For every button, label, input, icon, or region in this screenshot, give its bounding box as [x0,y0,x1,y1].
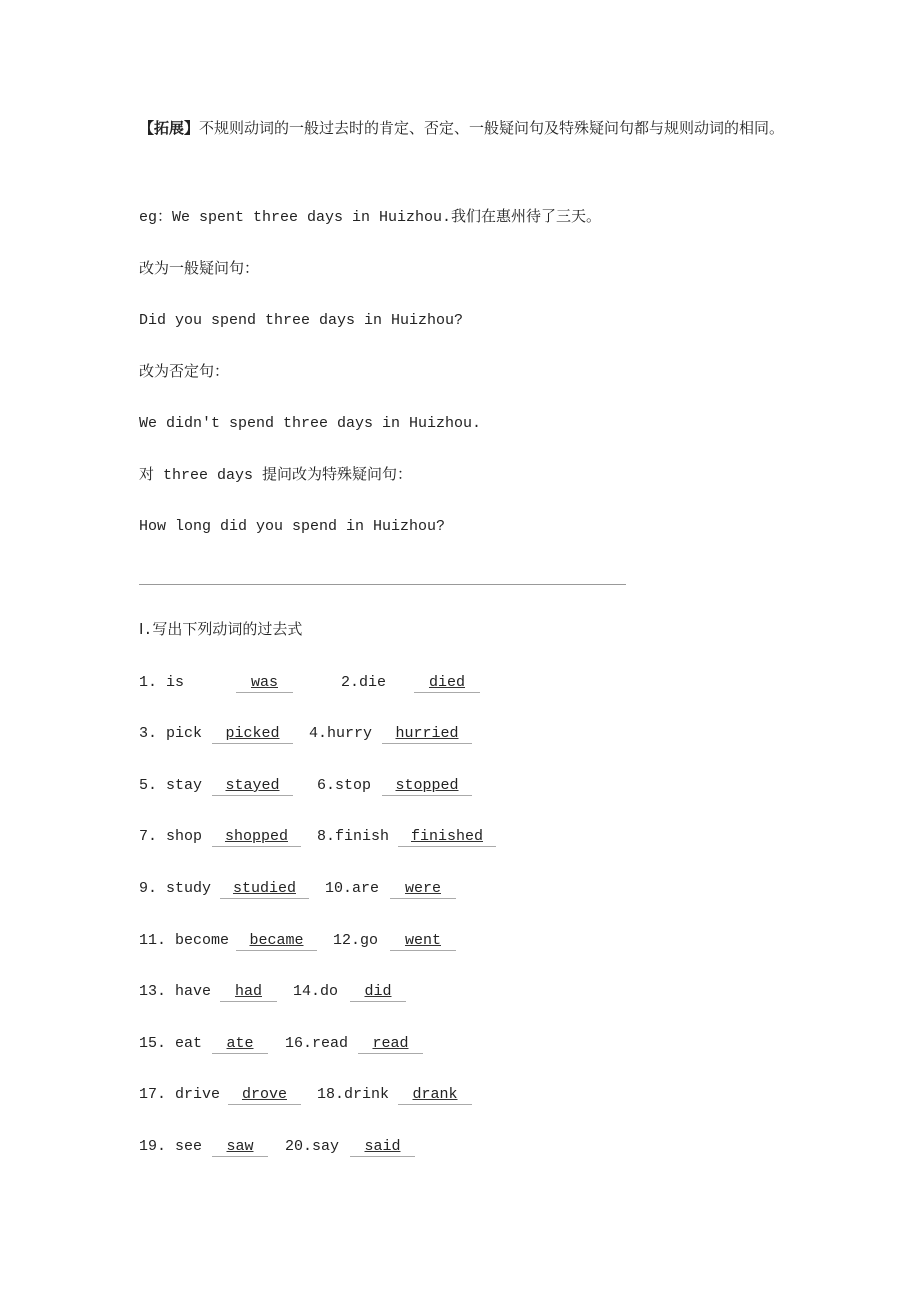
general-question: Did you spend three days in Huizhou? [139,312,464,329]
special-question: How long did you spend in Huizhou? [139,518,446,535]
section-title: Ⅰ.写出下列动词的过去式 [139,622,303,639]
verb-prompt: 4.hurry [309,725,373,742]
past-tense-answer: said [364,1138,401,1155]
verb-prompt: 5. stay [139,777,203,794]
verb-prompt: 9. study [139,880,212,897]
example-sentence: eg：We spent three days in Huizhou.我们在惠州待了三天。 [139,209,602,226]
past-tense-answer: were [404,880,441,897]
verb-prompt: 11. become [139,932,230,949]
verb-prompt: 2.die [341,674,387,691]
answer-blank [228,1085,301,1105]
past-tense-answer: hurried [395,725,459,742]
answer-blank [398,1085,472,1105]
answer-blank [212,776,293,796]
exercise-row [0,931,920,951]
past-tense-answer: died [428,674,465,691]
past-tense-answer: drove [241,1086,287,1103]
exercise-row [0,1034,920,1054]
verb-prompt: 1. is [139,674,185,691]
exercise-row [0,982,920,1002]
divider [139,584,626,585]
verb-prompt: 20.say [285,1138,340,1155]
answer-blank [350,982,406,1002]
verb-prompt: 17. drive [139,1086,221,1103]
verb-prompt: 7. shop [139,828,203,845]
answer-blank [398,827,496,847]
exercise-row [0,1137,920,1157]
past-tense-answer: shopped [224,828,288,845]
past-tense-answer: studied [232,880,296,897]
answer-blank [390,931,456,951]
past-tense-answer: was [250,674,278,691]
past-tense-answer: finished [410,828,483,845]
answer-blank [350,1137,415,1157]
answer-blank [212,724,293,744]
exercise-row [0,879,920,899]
verb-prompt: 15. eat [139,1035,203,1052]
past-tense-answer: did [364,983,392,1000]
past-tense-answer: saw [226,1138,254,1155]
extension-paragraph [139,104,789,155]
general-question-label: 改为一般疑问句： [139,261,260,278]
answer-blank [212,1137,268,1157]
negative-label: 改为否定句： [139,364,230,381]
answer-blank [212,827,301,847]
verb-prompt: 14.do [293,983,339,1000]
answer-blank [382,776,472,796]
answer-blank [390,879,456,899]
exercise-row [0,724,920,744]
answer-blank [358,1034,423,1054]
past-tense-answer: read [372,1035,409,1052]
past-tense-answer: had [234,983,262,1000]
verb-prompt: 18.drink [317,1086,390,1103]
exercise-row [0,827,920,847]
past-tense-answer: stayed [225,777,280,794]
past-tense-answer: ate [226,1035,254,1052]
past-tense-answer: went [404,932,441,949]
past-tense-answer: stopped [395,777,459,794]
verb-prompt: 16.read [285,1035,349,1052]
answer-blank [236,673,293,693]
extension-label: 【拓展】 [139,121,200,138]
answer-blank [212,1034,268,1054]
negative-sentence: We didn't spend three days in Huizhou. [139,415,482,432]
extension-text: 不规则动词的一般过去时的肯定、否定、一般疑问句及特殊疑问句都与规则动词的相同。 [199,121,785,138]
past-tense-answer: picked [225,725,280,742]
exercise-row [0,1085,920,1105]
answer-blank [220,879,309,899]
verb-prompt: 6.stop [317,777,372,794]
verb-prompt: 8.finish [317,828,390,845]
verb-prompt: 10.are [325,880,380,897]
answer-blank [382,724,472,744]
verb-prompt: 3. pick [139,725,203,742]
answer-blank [236,931,317,951]
past-tense-answer: drank [412,1086,458,1103]
verb-prompt: 12.go [333,932,379,949]
past-tense-answer: became [249,932,304,949]
exercise-row [0,673,920,693]
answer-blank [414,673,480,693]
exercise-row [0,776,920,796]
answer-blank [220,982,277,1002]
verb-prompt: 19. see [139,1138,203,1155]
verb-prompt: 13. have [139,983,212,1000]
special-question-label: 对 three days 提问改为特殊疑问句： [139,467,413,484]
